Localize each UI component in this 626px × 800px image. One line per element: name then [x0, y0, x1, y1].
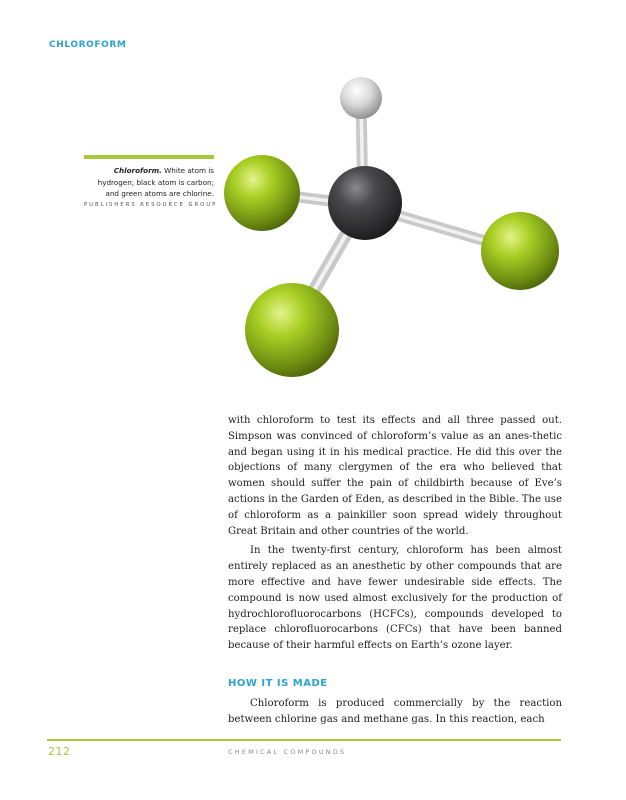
body-text — [228, 413, 562, 654]
chlorine-atom-bottom — [245, 283, 339, 377]
page-number: 212 — [48, 745, 71, 758]
footer-book-title: CHEMICAL COMPOUNDS — [228, 748, 347, 756]
hydrogen-atom — [340, 77, 382, 119]
caption-title: Chloroform. — [113, 166, 162, 175]
section-heading: HOW IT IS MADE — [228, 678, 328, 689]
chloroform-molecule-figure — [210, 60, 562, 380]
caption-credit: PUBLISHERS RESOURCE GROUP — [84, 201, 218, 208]
section-paragraph: Chloroform is produced commercially by the reaction between chlorine gas and methane gas. In this reaction, each — [228, 698, 562, 725]
running-head: CHLOROFORM — [49, 40, 127, 50]
carbon-atom — [328, 166, 402, 240]
footer-divider — [47, 739, 561, 741]
caption-body: White atom is hydrogen; black atom is carbon; and green atoms are chlorine. — [97, 166, 214, 198]
paragraph: with chloroform to test its effects and all three passed out. Simpson was convinced of chloroform’s value as an anes-thetic and began using it in his medical practice. He did this over the objections of many clergymen of the era who believed that women should suffer the pain of childbirth because of Eve’s actions in the Garden of Eden, as described in the Bible. The use of chloroform as a painkiller soon spread widely throughout Great Britain and other countries of the world. — [228, 415, 562, 537]
figure-caption — [84, 155, 218, 208]
caption-text — [84, 165, 214, 200]
chlorine-atom-right — [481, 212, 559, 290]
chlorine-atom-left — [224, 155, 300, 231]
paragraph: In the twenty-first century, chloroform has been almost entirely replaced as an anesthetic by other compounds that are more effective and have fewer undesirable side effects. The compound is now used almost exclusively for the production of hydrochlorofluorocarbons (HCFCs), compounds developed to replace chlorofluorocarbons (CFCs) that have been banned because of their harmful effects on Earth’s ozone layer. — [228, 545, 562, 652]
